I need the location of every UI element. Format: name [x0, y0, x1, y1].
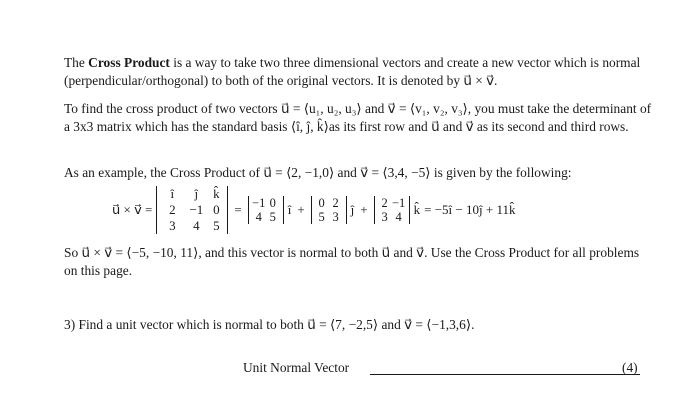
minor-i [248, 196, 284, 224]
minor-cell: −1 [252, 196, 266, 210]
points-value: (4) [622, 360, 638, 375]
minor-k [374, 196, 410, 224]
method-paragraph: To find the cross product of two vectors u⃗ = ⟨u₁, u₂, u₃⟩ and v⃗ = ⟨v₁, v₂, v₃⟩, you must take the determinant of a 3x3 matrix which has the standard basis ⟨î, ĵ, k̂⟩as its first row and u⃗ and v⃗ as its second and third rows. [64, 101, 652, 134]
matrix-cell: î [170, 186, 175, 201]
points-underline [613, 374, 640, 375]
matrix-cell: 3 [169, 218, 176, 233]
answer-blank[interactable] [370, 374, 613, 375]
minor-cell: 4 [255, 210, 262, 224]
matrix-cell: k̂ [213, 186, 220, 201]
matrix-cell: 2 [169, 202, 176, 217]
minor-cell: 3 [381, 210, 388, 224]
intro-text-end: is a way to take two three dimensional vectors and create a new vector which is normal (perpendicular/orthogonal) to both of the original vectors. It is denoted by u⃗ × v⃗. [64, 55, 641, 88]
question-3: 3) Find a unit vector which is normal to both u⃗ = ⟨7, −2,5⟩ and v⃗ = ⟨−1,3,6⟩. [64, 317, 475, 332]
minor-cell: 0 [269, 196, 276, 210]
cross-product-term: Cross Product [88, 55, 170, 70]
intro-text-start: The [64, 55, 89, 70]
equation-lhs: u⃗ × v⃗ = [112, 202, 153, 217]
matrix-cell: 0 [213, 202, 220, 217]
example-intro: As an example, the Cross Product of u⃗ = ⟨2, −1,0⟩ and v⃗ = ⟨3,4, −5⟩ is given by the following: [64, 165, 572, 180]
minor-cell: 5 [269, 210, 276, 224]
j-hat: ĵ [350, 202, 355, 217]
minor-cell: 3 [332, 210, 339, 224]
answer-label: Unit Normal Vector [243, 360, 350, 375]
minor-cell: −1 [391, 196, 406, 210]
equation-result: = −5î − 10ĵ + 11k̂ [424, 202, 516, 217]
plus-sign: + [360, 202, 368, 217]
conclusion-paragraph: So u⃗ × v⃗ = ⟨−5, −10, 11⟩, and this vector is normal to both u⃗ and v⃗. Use the Cross Product for all problems on this page. [64, 245, 640, 278]
minor-cell: 0 [318, 196, 325, 210]
matrix-cell: −1 [189, 202, 204, 217]
minor-cell: 2 [332, 196, 339, 210]
matrix-cell: 4 [193, 218, 200, 233]
minor-cell: 4 [395, 210, 402, 224]
intro-paragraph [64, 54, 654, 90]
minor-cell: 5 [318, 210, 325, 224]
minor-cell: 2 [381, 196, 388, 210]
minor-j [311, 196, 347, 224]
matrix-cell: ĵ [194, 186, 199, 201]
equals-sign: = [234, 202, 242, 217]
matrix-cell: 5 [213, 218, 220, 233]
i-hat: î [287, 202, 292, 217]
example-equation [112, 186, 515, 234]
plus-sign: + [297, 202, 305, 217]
k-hat: k̂ [413, 202, 421, 217]
cross-product-matrix [156, 186, 228, 234]
